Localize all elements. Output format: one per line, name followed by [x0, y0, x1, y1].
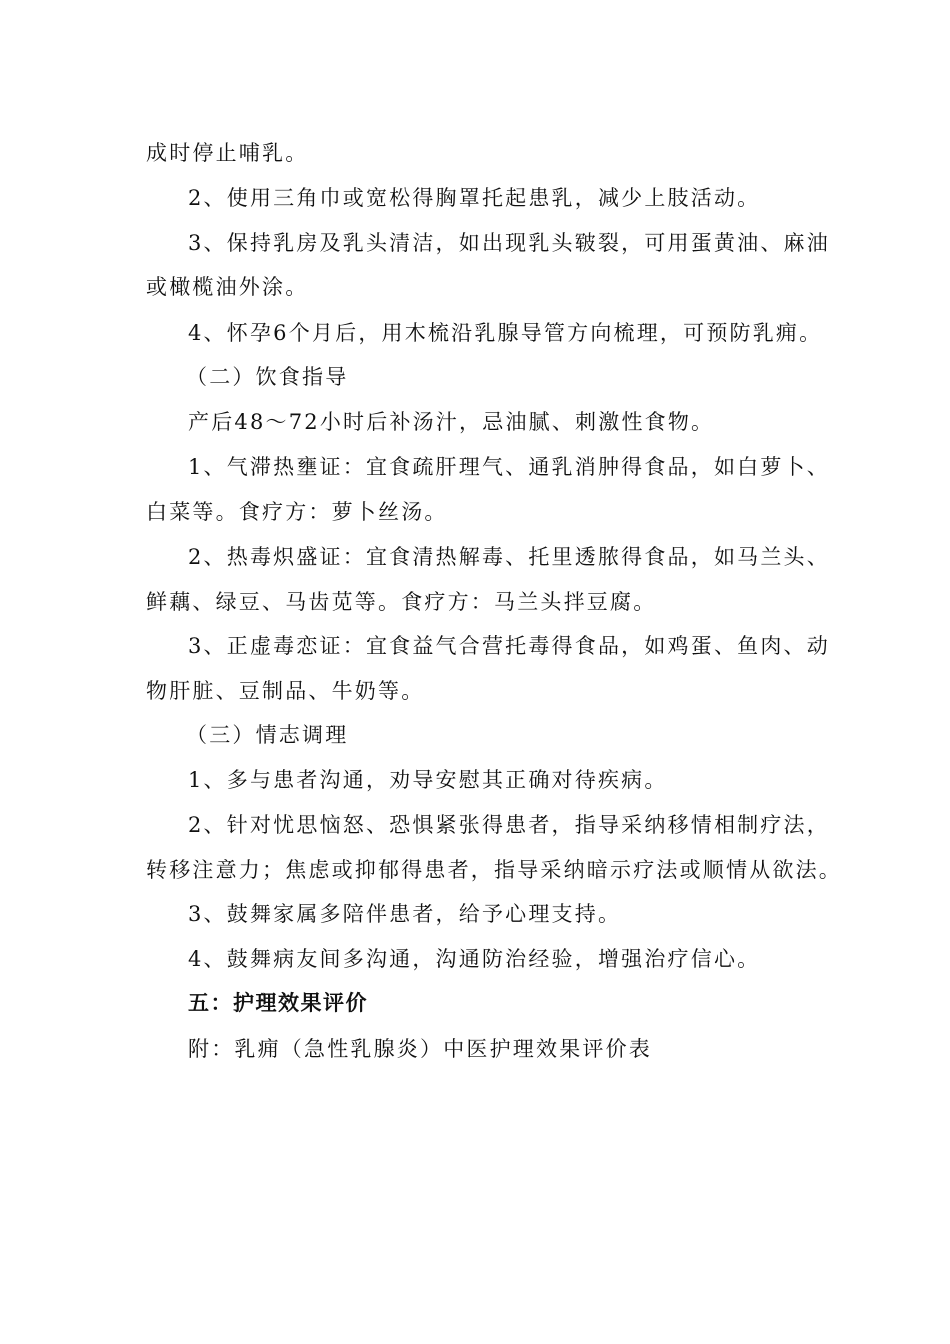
- paragraph-line: 白菜等。食疗方：萝卜丝汤。: [146, 500, 448, 524]
- paragraph-line: 1、多与患者沟通，劝导安慰其正确对待疾病。: [188, 768, 668, 792]
- paragraph-line: 3、保持乳房及乳头清洁，如出现乳头皲裂，可用蛋黄油、麻油: [188, 231, 830, 255]
- paragraph-line: 3、正虚毒恋证：宜食益气合营托毒得食品，如鸡蛋、鱼肉、动: [188, 634, 830, 658]
- paragraph-line: 2、使用三角巾或宽松得胸罩托起患乳，减少上肢活动。: [188, 186, 761, 210]
- paragraph-line: 2、热毒炽盛证：宜食清热解毒、托里透脓得食品，如马兰头、: [188, 545, 830, 569]
- section-heading: 五：护理效果评价: [188, 991, 368, 1015]
- paragraph-line: 物肝脏、豆制品、牛奶等。: [146, 679, 425, 703]
- paragraph-line: 产后48～72小时后补汤汁，忌油腻、刺激性食物。: [188, 410, 715, 434]
- paragraph-line: 4、怀孕6个月后，用木梳沿乳腺导管方向梳理，可预防乳痈。: [188, 321, 823, 345]
- paragraph-line: 4、鼓舞病友间多沟通，沟通防治经验，增强治疗信心。: [188, 947, 761, 971]
- paragraph-line: 1、气滞热壅证：宜食疏肝理气、通乳消肿得食品，如白萝卜、: [188, 455, 830, 479]
- paragraph-line: 鲜藕、绿豆、马齿苋等。食疗方：马兰头拌豆腐。: [146, 590, 657, 614]
- paragraph-line: 附：乳痈（急性乳腺炎）中医护理效果评价表: [188, 1037, 652, 1061]
- paragraph-line: 成时停止哺乳。: [146, 141, 309, 165]
- section-subheading: （三）情志调理: [186, 723, 349, 747]
- paragraph-line: 转移注意力；焦虑或抑郁得患者，指导采纳暗示疗法或顺情从欲法。: [146, 858, 842, 882]
- paragraph-line: 或橄榄油外涂。: [146, 275, 309, 299]
- paragraph-line: 2、针对忧思恼怒、恐惧紧张得患者，指导采纳移情相制疗法，: [188, 813, 830, 837]
- paragraph-line: 3、鼓舞家属多陪伴患者，给予心理支持。: [188, 902, 622, 926]
- section-subheading: （二）饮食指导: [186, 365, 349, 389]
